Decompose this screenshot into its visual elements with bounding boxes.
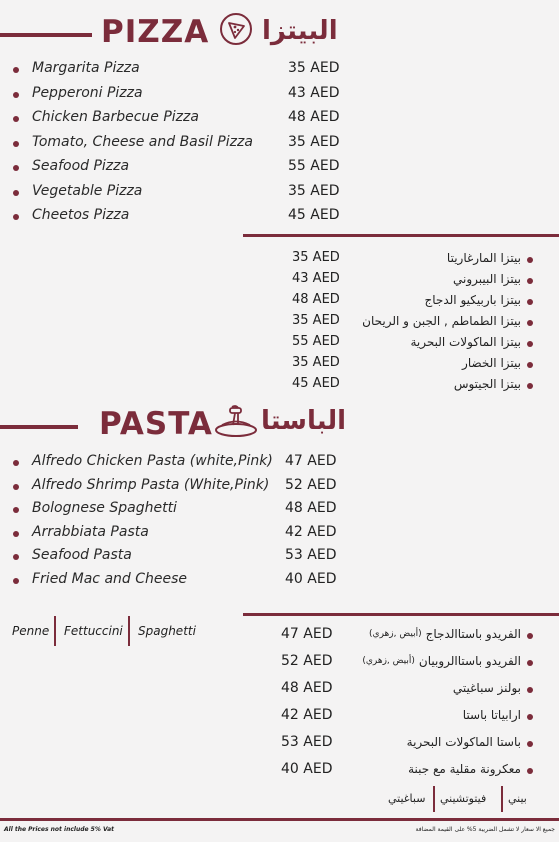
pasta-title-en: PASTA: [99, 406, 213, 442]
bullet-icon: [13, 531, 19, 537]
bullet-icon: [13, 460, 19, 466]
pasta-item-price-ar: 53 AED: [281, 734, 333, 750]
pizza-title-en: PIZZA: [101, 14, 210, 50]
pasta-item-ar: [453, 681, 521, 695]
type-separator: [433, 786, 435, 812]
bullet-icon: [527, 278, 533, 284]
pizza-item-name: Margarita Pizza: [32, 60, 140, 76]
pizza-left-rule: [0, 33, 92, 37]
pizza-item-ar: [447, 251, 521, 265]
pasta-type-ar-fettuccini: فيتوتشيني: [440, 792, 487, 805]
bullet-icon: [527, 660, 533, 666]
pasta-item-ar: [369, 627, 521, 641]
pasta-left-rule: [0, 425, 78, 429]
footer-note-ar: جميع الا سعار لا تشمل الضريبة 5% على القيمة المضافة: [415, 826, 555, 833]
bullet-icon: [13, 141, 19, 147]
pizza-title-ar: البيتزا: [262, 16, 338, 46]
pizza-item-price: 35 AED: [288, 60, 340, 76]
pasta-item-name-ar: باستا الماكولات البحرية: [406, 735, 521, 749]
bullet-icon: [527, 687, 533, 693]
pasta-item-price: 47 AED: [285, 453, 337, 469]
pasta-item-price-ar: 52 AED: [281, 653, 333, 669]
pizza-item-price-ar: 45 AED: [292, 376, 340, 391]
pizza-item-price-ar: 48 AED: [292, 292, 340, 307]
pasta-type-spaghetti: Spaghetti: [138, 624, 196, 638]
pizza-item-price: 35 AED: [288, 182, 340, 199]
pizza-item-price-ar: 43 AED: [292, 271, 340, 286]
pasta-item-name-ar: الفريدو باستاالروبيان: [418, 654, 521, 668]
pasta-item-price-ar: 48 AED: [281, 680, 333, 696]
bullet-icon: [13, 484, 19, 490]
pizza-item-name-ar: بيتزا الجيتوس: [453, 377, 521, 391]
bullet-icon: [13, 578, 19, 584]
pasta-type-penne: Penne: [12, 624, 50, 638]
pizza-item-ar: [454, 377, 521, 391]
pasta-item-price-ar: 40 AED: [281, 761, 333, 777]
pizza-item-price: 48 AED: [288, 109, 340, 125]
pasta-item-ar: [407, 735, 521, 749]
pizza-item-ar: [410, 335, 521, 349]
pizza-item-price-ar: 35 AED: [292, 313, 340, 328]
pasta-item-name: Bolognese Spaghetti: [32, 500, 177, 516]
bullet-icon: [527, 633, 533, 639]
pizza-item-name: Pepperoni Pizza: [32, 84, 143, 101]
pizza-item-name-ar: بيتزا الماكولات البحرية: [410, 335, 521, 349]
bullet-icon: [527, 741, 533, 747]
pizza-item-price: 55 AED: [288, 158, 340, 174]
pasta-item-price: 52 AED: [285, 476, 337, 493]
pasta-item-name: Alfredo Shrimp Pasta (White,Pink): [32, 476, 270, 493]
type-separator: [54, 616, 56, 646]
pizza-item-ar: [362, 314, 521, 328]
pasta-divider-right: [243, 613, 559, 616]
footer-note-en: All the Prices not include 5% Vat: [4, 826, 115, 833]
bullet-icon: [527, 320, 533, 326]
pasta-item-ar: [362, 654, 521, 668]
pizza-icon: [219, 12, 253, 46]
bullet-icon: [13, 507, 19, 513]
bullet-icon: [527, 768, 533, 774]
pasta-bowl-icon: [214, 404, 258, 438]
pizza-item-name: Chicken Barbecue Pizza: [32, 109, 199, 125]
pizza-item-name-ar: بيتزا المارغاريتا: [446, 251, 521, 265]
pizza-item-price: 35 AED: [288, 133, 340, 150]
pasta-item-price: 53 AED: [285, 547, 337, 563]
bullet-icon: [527, 362, 533, 368]
bullet-icon: [13, 214, 19, 220]
pizza-item-ar: [453, 272, 521, 286]
pizza-item-name: Vegetable Pizza: [32, 182, 143, 199]
pasta-type-ar-spaghetti: سباغيتي: [388, 792, 426, 805]
pasta-item-ar: [408, 762, 521, 776]
pasta-item-note-ar: (أبيض ,زهري): [362, 656, 415, 666]
pasta-item-name: Seafood Pasta: [32, 547, 132, 563]
pizza-item-price-ar: 35 AED: [292, 250, 340, 265]
pasta-item-name-ar: الفريدو باستاالدجاج: [425, 627, 521, 641]
pasta-type-ar-penne: بيني: [508, 792, 527, 805]
pizza-item-price: 43 AED: [288, 84, 340, 101]
type-separator: [501, 786, 503, 812]
bullet-icon: [13, 554, 19, 560]
pizza-item-ar: [425, 293, 521, 307]
pasta-item-price: 40 AED: [285, 570, 337, 587]
pasta-item-name-ar: معكرونة مقلية مع جبنة: [408, 762, 521, 776]
bullet-icon: [13, 92, 19, 98]
pasta-item-price-ar: 47 AED: [281, 626, 333, 642]
pasta-item-name-ar: ارابياتا باستا: [462, 708, 521, 722]
pasta-item-name: Fried Mac and Cheese: [32, 570, 188, 587]
bullet-icon: [13, 67, 19, 73]
pizza-item-price-ar: 55 AED: [292, 334, 340, 349]
pasta-item-name: Alfredo Chicken Pasta (white,Pink): [32, 453, 273, 469]
pasta-item-price: 48 AED: [285, 500, 337, 516]
bullet-icon: [527, 383, 533, 389]
pasta-item-name-ar: بولنز سباغيتي: [452, 681, 521, 695]
pizza-item-name-ar: بيتزا باربيكيو الدجاج: [424, 293, 521, 307]
pasta-title-ar: الباستا: [261, 406, 346, 436]
pasta-type-fettuccini: Fettuccini: [64, 624, 123, 638]
pizza-item-ar: [462, 356, 521, 370]
bullet-icon: [527, 299, 533, 305]
footer-rule: [0, 818, 559, 821]
pizza-item-name-ar: بيتزا الطماطم , الجبن و الريحان: [362, 314, 521, 328]
pasta-item-name: Arrabbiata Pasta: [32, 523, 149, 540]
bullet-icon: [13, 116, 19, 122]
type-separator: [128, 616, 130, 646]
pizza-item-price-ar: 35 AED: [292, 355, 340, 370]
pasta-item-price-ar: 42 AED: [281, 707, 333, 723]
pizza-item-name-ar: بيتزا البيبروني: [453, 272, 521, 286]
pizza-item-name: Cheetos Pizza: [32, 207, 130, 223]
pasta-item-price: 42 AED: [285, 523, 337, 540]
bullet-icon: [13, 165, 19, 171]
pasta-item-note-ar: (أبيض ,زهري): [369, 629, 422, 639]
pizza-item-name: Seafood Pizza: [32, 158, 130, 174]
pizza-item-name-ar: بيتزا الخضار: [462, 356, 521, 370]
bullet-icon: [527, 714, 533, 720]
pasta-item-ar: [463, 708, 521, 722]
pizza-divider-right: [243, 234, 559, 237]
pizza-item-price: 45 AED: [288, 207, 340, 223]
pizza-item-name: Tomato, Cheese and Basil Pizza: [32, 133, 253, 150]
bullet-icon: [527, 341, 533, 347]
bullet-icon: [527, 257, 533, 263]
bullet-icon: [13, 190, 19, 196]
